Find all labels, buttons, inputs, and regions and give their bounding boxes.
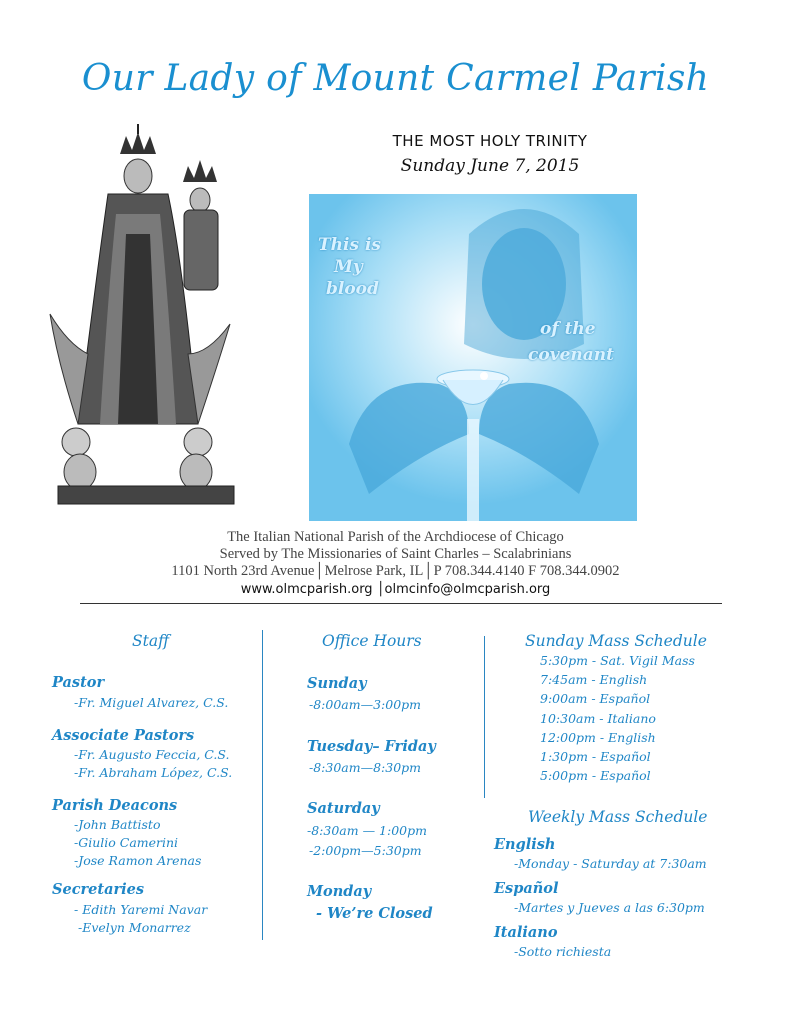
mass-time: 1:30pm - Español xyxy=(540,749,651,764)
staff-member: -Giulio Camerini xyxy=(74,835,179,850)
mass-time: 5:30pm - Sat. Vigil Mass xyxy=(540,653,695,668)
caption-line: of the xyxy=(540,319,596,339)
mass-time: 5:00pm - Español xyxy=(540,768,651,783)
staff-member: -Jose Ramon Arenas xyxy=(74,853,202,868)
image-caption-bottom xyxy=(528,316,638,368)
office-hours-heading: Office Hours xyxy=(322,632,422,650)
staff-member: -Fr. Abraham López, C.S. xyxy=(74,765,233,780)
office-day: Saturday xyxy=(307,800,380,817)
staff-group-title: Pastor xyxy=(52,674,105,691)
staff-group-title: Associate Pastors xyxy=(52,727,195,744)
feast-date: Sunday June 7, 2015 xyxy=(400,156,580,176)
office-day: Monday xyxy=(307,883,372,900)
mass-time: 7:45am - English xyxy=(540,672,648,687)
column-divider xyxy=(262,630,263,940)
parish-web-email[interactable]: www.olmcparish.org │olmcinfo@olmcparish.org xyxy=(240,582,551,597)
mass-time: 12:00pm - English xyxy=(540,730,656,745)
feast-name: THE MOST HOLY TRINITY xyxy=(392,132,588,150)
office-time: -8:00am—3:00pm xyxy=(309,697,422,712)
office-day: Tuesday– Friday xyxy=(307,738,436,755)
staff-member: - Edith Yaremi Navar xyxy=(74,902,208,917)
divider xyxy=(80,603,722,604)
image-caption-top xyxy=(318,234,418,300)
caption-line: covenant xyxy=(528,345,614,365)
weekly-language: English xyxy=(494,836,556,853)
mass-time: 10:30am - Italiano xyxy=(540,711,656,726)
office-time: -8:30am — 1:00pm xyxy=(307,823,427,838)
weekly-mass-heading: Weekly Mass Schedule xyxy=(528,808,708,826)
parish-info-line: Served by The Missionaries of Saint Charles – Scalabrinians xyxy=(219,546,572,562)
weekly-time: -Monday - Saturday at 7:30am xyxy=(514,856,707,871)
office-closed: - We’re Closed xyxy=(316,905,433,922)
weekly-language: Italiano xyxy=(494,924,558,941)
staff-heading: Staff xyxy=(132,632,170,650)
parish-address: 1101 North 23rd Avenue│Melrose Park, IL│P 708.344.4140 F 708.344.0902 xyxy=(171,563,620,579)
staff-member: -Fr. Miguel Alvarez, C.S. xyxy=(74,695,229,710)
staff-member: -Evelyn Monarrez xyxy=(78,920,191,935)
column-divider xyxy=(484,636,485,798)
staff-group-title: Secretaries xyxy=(52,881,145,898)
weekly-time: -Martes y Jueves a las 6:30pm xyxy=(514,900,705,915)
caption-line: My xyxy=(334,257,363,277)
mass-time: 9:00am - Español xyxy=(540,691,651,706)
office-day: Sunday xyxy=(307,675,367,692)
parish-info-line: The Italian National Parish of the Archdiocese of Chicago xyxy=(227,529,564,545)
weekly-language: Español xyxy=(494,880,559,897)
staff-group-title: Parish Deacons xyxy=(52,797,178,814)
caption-line: blood xyxy=(326,279,379,299)
staff-member: -John Battisto xyxy=(74,817,161,832)
office-time: -8:30am—8:30pm xyxy=(309,760,422,775)
sunday-mass-heading: Sunday Mass Schedule xyxy=(525,632,707,650)
staff-member: -Fr. Augusto Feccia, C.S. xyxy=(74,747,230,762)
parish-title: Our Lady of Mount Carmel Parish xyxy=(81,58,710,99)
statue-illustration xyxy=(38,124,238,510)
weekly-time: -Sotto richiesta xyxy=(514,944,612,959)
office-time: -2:00pm—5:30pm xyxy=(309,843,422,858)
caption-line: This is xyxy=(318,235,381,255)
